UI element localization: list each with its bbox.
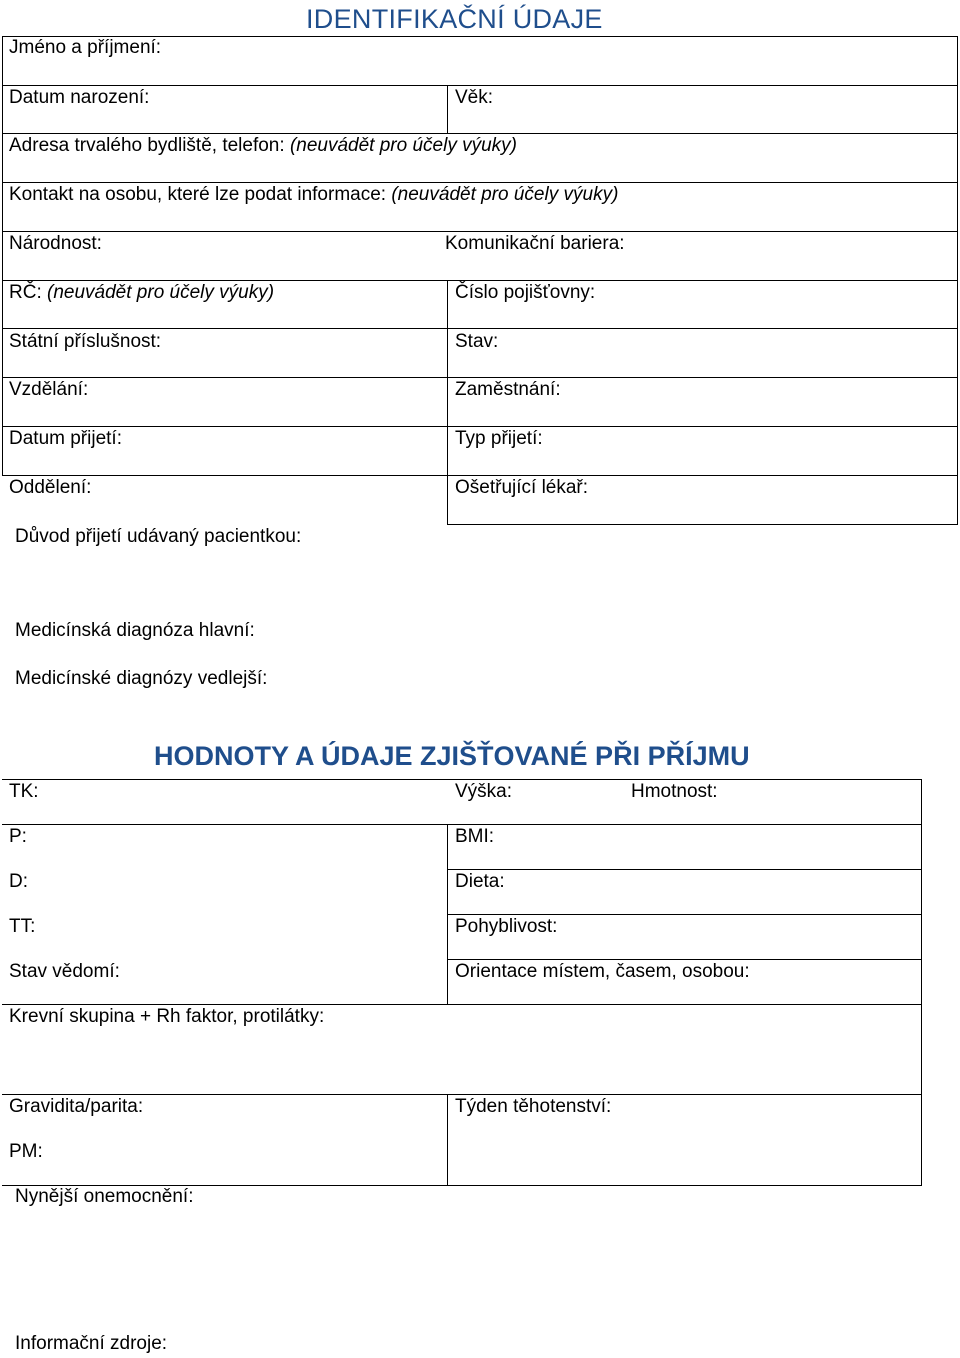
breathing-label: D:: [9, 871, 28, 892]
address-note: (neuvádět pro účely výuky): [289, 135, 518, 156]
employment-label: Zaměstnání:: [455, 379, 561, 400]
table-border: [2, 328, 958, 329]
orientation-label: Orientace místem, časem, osobou:: [455, 961, 750, 982]
table-border: [2, 133, 958, 134]
weight-label: Hmotnost:: [631, 781, 718, 802]
dob-label: Datum narození:: [9, 87, 150, 108]
insurance-label: Číslo pojišťovny:: [455, 282, 596, 303]
rc-label: RČ:: [9, 282, 42, 303]
table-border: [447, 85, 448, 133]
address-label: Adresa trvalého bydliště, telefon:: [9, 135, 285, 156]
secondary-diagnosis-label: Medicínské diagnózy vedlejší:: [15, 668, 268, 689]
admission-date-label: Datum přijetí:: [9, 428, 122, 449]
temperature-label: TT:: [9, 916, 36, 937]
gravidity-label: Gravidita/parita:: [9, 1096, 144, 1117]
table-border: [447, 824, 448, 1004]
diet-label: Dieta:: [455, 871, 505, 892]
table-border: [2, 36, 3, 475]
table-border: [2, 85, 958, 86]
name-label: Jméno a příjmení:: [9, 37, 162, 58]
table-border: [447, 1094, 448, 1185]
table-border: [2, 824, 922, 825]
table-border: [2, 182, 958, 183]
table-border: [2, 1004, 922, 1005]
age-label: Věk:: [455, 87, 494, 108]
citizenship-label: Státní příslušnost:: [9, 331, 162, 352]
information-sources-label: Informační zdroje:: [15, 1333, 168, 1354]
table-border: [2, 1094, 922, 1095]
pulse-label: P:: [9, 826, 27, 847]
table-border: [447, 869, 922, 870]
rc-row: [9, 282, 274, 304]
nationality-label: Národnost:: [9, 233, 102, 254]
table-border: [957, 36, 958, 524]
main-diagnosis-label: Medicínská diagnóza hlavní:: [15, 620, 255, 641]
reason-label: Důvod přijetí udávaný pacientkou:: [15, 526, 302, 547]
current-illness-label: Nynější onemocnění:: [15, 1186, 194, 1207]
education-label: Vzdělání:: [9, 379, 89, 400]
contact-row: [9, 184, 618, 206]
department-label: Oddělení:: [9, 477, 92, 498]
table-border: [447, 280, 448, 524]
blood-group-label: Krevní skupina + Rh faktor, protilátky:: [9, 1006, 325, 1027]
tk-label: TK:: [9, 781, 39, 802]
address-row: [9, 135, 517, 157]
pregnancy-week-label: Týden těhotenství:: [455, 1096, 612, 1117]
pm-label: PM:: [9, 1141, 43, 1162]
table-border: [2, 475, 958, 476]
contact-label: Kontakt na osobu, které lze podat informace:: [9, 184, 387, 205]
table-border: [2, 426, 958, 427]
section-title-admission-values: HODNOTY A ÚDAJE ZJIŠŤOVANÉ PŘI PŘÍJMU: [154, 741, 750, 771]
table-border: [2, 779, 922, 780]
table-border: [2, 377, 958, 378]
mobility-label: Pohyblivost:: [455, 916, 558, 937]
consciousness-label: Stav vědomí:: [9, 961, 120, 982]
table-border: [447, 524, 958, 525]
height-label: Výška:: [455, 781, 513, 802]
table-border: [2, 280, 958, 281]
admission-type-label: Typ přijetí:: [455, 428, 543, 449]
contact-note: (neuvádět pro účely výuky): [391, 184, 619, 205]
table-border: [447, 959, 922, 960]
physician-label: Ošetřující lékař:: [455, 477, 589, 498]
section-title-identification: IDENTIFIKAČNÍ ÚDAJE: [306, 4, 603, 34]
status-label: Stav:: [455, 331, 499, 352]
table-border: [2, 231, 958, 232]
barrier-label: Komunikační bariera:: [445, 233, 625, 254]
bmi-label: BMI:: [455, 826, 495, 847]
table-border: [921, 779, 922, 1185]
table-border: [447, 914, 922, 915]
rc-note: (neuvádět pro účely výuky): [47, 282, 275, 303]
